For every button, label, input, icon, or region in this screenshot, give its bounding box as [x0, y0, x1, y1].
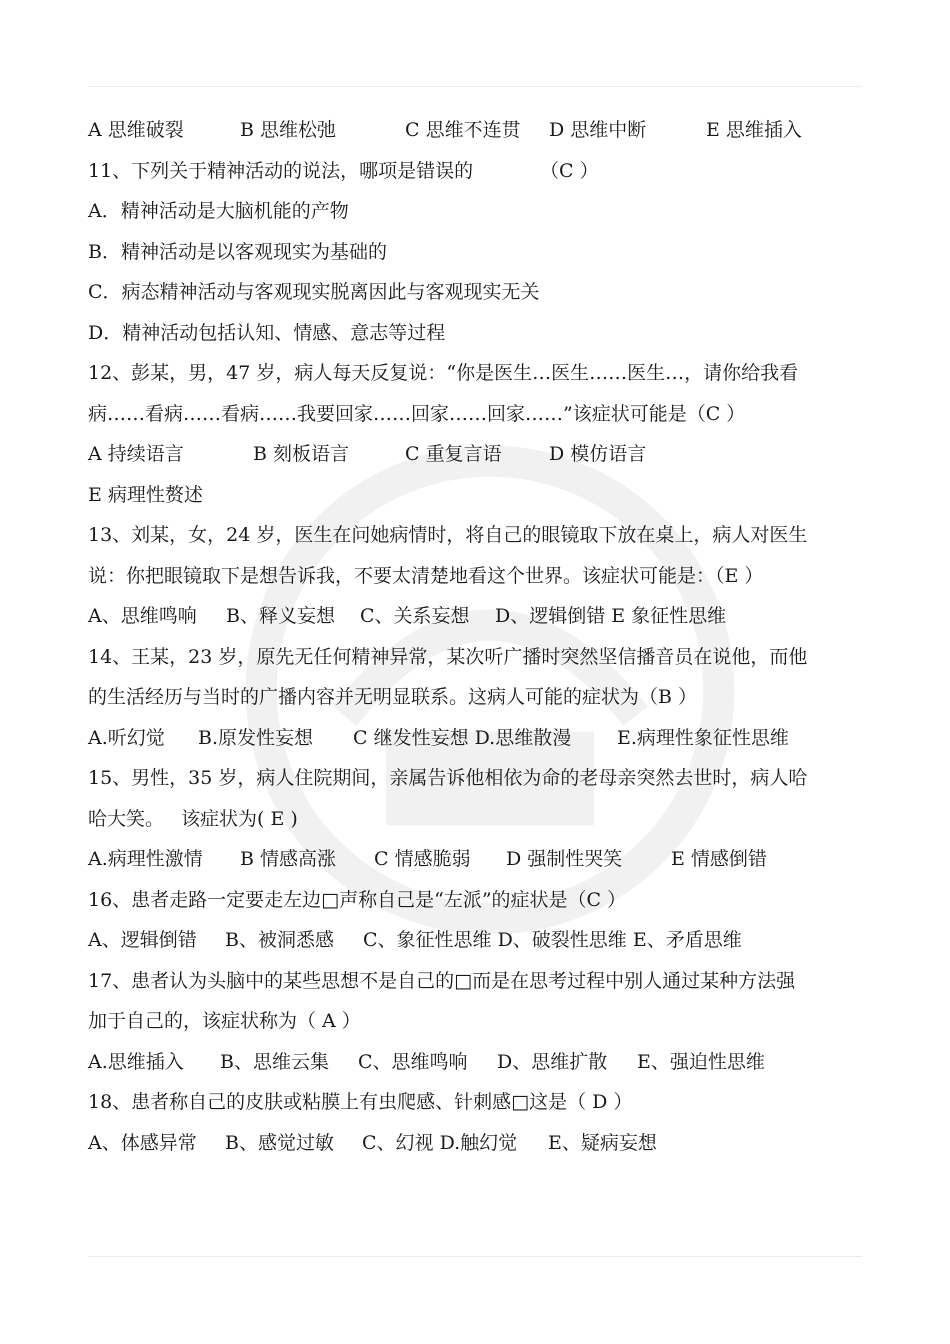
- option-text: C．病态精神活动与客观现实脱离因此与客观现实无关: [88, 281, 540, 303]
- options-line-q10: [88, 112, 862, 153]
- option-text: A 持续语言: [88, 443, 184, 465]
- question-text: 17、患者认为头脑中的某些思想不是自己的□而是在思考过程中别人通过某种方法强: [88, 969, 796, 992]
- option-text: E 情感倒错: [671, 848, 767, 870]
- question-text: 病……看病……看病……我要回家……回家……回家……”该症状可能是（C ）: [88, 402, 746, 425]
- option-text: E、强迫性思维: [637, 1050, 765, 1073]
- question-text: 加于自己的，该症状称为（ A ）: [88, 1010, 361, 1032]
- question-18-stem: [88, 1084, 862, 1125]
- options-line-q14: [88, 720, 862, 761]
- options-line-q18: [88, 1125, 862, 1166]
- option-text: B.原发性妄想: [198, 726, 314, 749]
- question-text: 12、彭某，男，47 岁，病人每天反复说：“你是医生…医生……医生…，请你给我看: [88, 362, 799, 384]
- option-text: D、思维扩散: [497, 1050, 608, 1073]
- option-text: B 刻板语言: [253, 443, 350, 465]
- option-text: D 模仿语言: [549, 443, 647, 465]
- option-text: C 情感脆弱: [374, 848, 471, 870]
- option-text: C 继发性妄想 D.思维散漫: [353, 726, 572, 749]
- question-13-stem: [88, 517, 862, 558]
- question-16-stem: [88, 882, 862, 923]
- option-text: A、逻辑倒错: [88, 929, 197, 951]
- answer-text: 该症状为( E ): [181, 807, 298, 830]
- option-text: A、思维鸣响: [88, 605, 197, 627]
- question-text: 11、下列关于精神活动的说法，哪项是错误的: [88, 159, 474, 182]
- question-14-stem: [88, 639, 862, 680]
- option-text: B 情感高涨: [240, 848, 337, 870]
- option-line: [88, 477, 862, 518]
- question-text: 18、患者称自己的皮肤或粘膜上有虫爬感、针刺感□这是（ D ）: [88, 1091, 633, 1113]
- question-list: [88, 112, 862, 1165]
- answer-text: （C ）: [540, 159, 599, 182]
- option-text: A.听幻觉: [88, 726, 165, 749]
- question-text: 说：你把眼镜取下是想告诉我，不要太清楚地看这个世界。该症状可能是：（E ）: [88, 564, 764, 587]
- option-text: D．精神活动包括认知、情感、意志等过程: [88, 321, 446, 344]
- question-text: 哈大笑。: [88, 807, 165, 830]
- question-text: 14、王某，23 岁，原先无任何精神异常，某次听广播时突然坚信播音员在说他，而他: [88, 645, 808, 668]
- options-line-q12: [88, 436, 862, 477]
- option-text: B、感觉过敏: [225, 1131, 334, 1154]
- question-15-stem-cont: [88, 801, 862, 842]
- question-12-stem-cont: [88, 396, 862, 437]
- options-line-q15: [88, 841, 862, 882]
- question-13-stem-cont: [88, 558, 862, 599]
- question-14-stem-cont: [88, 679, 862, 720]
- question-17-stem-cont: [88, 1003, 862, 1044]
- option-text: C、思维鸣响: [358, 1050, 468, 1073]
- option-text: C 重复言语: [405, 443, 502, 465]
- option-text: E.病理性象征性思维: [617, 726, 789, 749]
- option-text: B、被洞悉感: [225, 929, 334, 951]
- option-text: C、幻视 D.触幻觉: [362, 1131, 518, 1154]
- question-17-stem: [88, 963, 862, 1004]
- footer-rule: [88, 1256, 862, 1257]
- option-line: [88, 315, 862, 356]
- option-text: E 思维插入: [706, 119, 802, 141]
- option-text: A 思维破裂: [88, 119, 184, 141]
- option-text: A.思维插入: [88, 1050, 184, 1073]
- question-text: 16、患者走路一定要走左边□声称自己是“左派”的症状是（C ）: [88, 888, 627, 911]
- option-text: C、关系妄想: [360, 605, 470, 627]
- option-text: B．精神活动是以客观现实为基础的: [88, 240, 387, 263]
- header-rule: [88, 86, 862, 87]
- options-line-q17: [88, 1044, 862, 1085]
- question-text: 15、男性，35 岁，病人住院期间，亲属告诉他相依为命的老母亲突然去世时，病人哈: [88, 767, 808, 789]
- option-text: C 思维不连贯: [405, 119, 521, 141]
- option-text: E、疑病妄想: [548, 1131, 657, 1154]
- question-text: 13、刘某，女，24 岁，医生在问她病情时，将自己的眼镜取下放在桌上，病人对医生: [88, 524, 808, 546]
- option-line: [88, 234, 862, 275]
- question-12-stem: [88, 355, 862, 396]
- question-15-stem: [88, 760, 862, 801]
- option-text: E 病理性赘述: [88, 483, 203, 506]
- option-text: B、释义妄想: [226, 605, 335, 627]
- option-text: B 思维松弛: [240, 119, 337, 141]
- option-text: D、逻辑倒错 E 象征性思维: [495, 605, 727, 627]
- option-text: A．精神活动是大脑机能的产物: [88, 200, 349, 222]
- option-line: [88, 274, 862, 315]
- option-text: D 强制性哭笑: [506, 848, 623, 870]
- option-text: A.病理性激情: [88, 848, 203, 870]
- option-line: [88, 193, 862, 234]
- option-text: C、象征性思维 D、破裂性思维 E、矛盾思维: [363, 929, 742, 951]
- option-text: B、思维云集: [220, 1050, 329, 1073]
- question-text: 的生活经历与当时的广播内容并无明显联系。这病人可能的症状为（B ）: [88, 686, 698, 708]
- option-text: D 思维中断: [549, 119, 647, 141]
- options-line-q16: [88, 922, 862, 963]
- option-text: A、体感异常: [88, 1131, 197, 1154]
- question-11-stem: [88, 153, 862, 194]
- options-line-q13: [88, 598, 862, 639]
